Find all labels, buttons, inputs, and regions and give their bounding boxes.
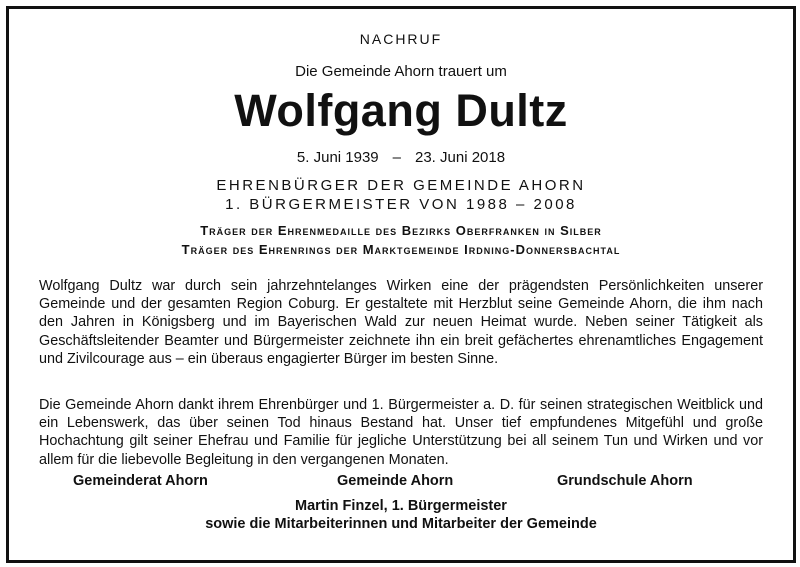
mayor-signature: Martin Finzel, 1. Bürgermeister <box>295 498 507 514</box>
tribute-paragraph-1: Wolfgang Dultz war durch sein jahrzehntelanges Wirken eine der prägendsten Persönlichkeiten unserer Gemeinde und der gesamten Region Coburg. Er gestaltete mit Herzblut seine Gemeinde Ahorn, die ihm nach den Jahren in Königsberg und im Bayerischen Wald zur neuen Heimat wurde. Neben seiner Tätigkeit als Geschäftsleitender Beamter und Bürgermeister zeichnete ihn ein breit gefächertes ehrenamtliches Engagement und Zivilcourage aus – ein überaus engagierter Bürger im besten Sinne. <box>39 278 763 367</box>
date-dash: – <box>392 149 401 166</box>
tribute-paragraph-2: Die Gemeinde Ahorn dankt ihrem Ehrenbürger und 1. Bürgermeister a. D. für seinen strategischen Weitblick und ein Lebenswerk, das über seinen Tod hinaus Bestand hat. Unser tief empfundenes Mitgefühl und große Hochachtung gilt seiner Ehefrau und Familie für jegliche Unterstützung bei all seinem Tun und Wirken und vor allem für die liebevolle Begleitung in den vergangenen Monaten. <box>39 397 763 468</box>
signatory-municipality: Gemeinde Ahorn <box>337 473 454 489</box>
signatory-council: Gemeinderat Ahorn <box>73 473 208 489</box>
signatory-school: Grundschule Ahorn <box>557 473 693 489</box>
birth-date: 5. Juni 1939 <box>296 149 379 166</box>
notice-header: NACHRUF <box>359 31 443 47</box>
intro-line: Die Gemeinde Ahorn trauert um <box>295 63 507 80</box>
obituary-notice <box>6 6 796 563</box>
deceased-name: Wolfgang Dultz <box>234 85 568 136</box>
staff-signature: sowie die Mitarbeiterinnen und Mitarbeiter der Gemeinde <box>205 516 597 532</box>
life-dates <box>9 149 793 166</box>
honor-line-1: EHRENBÜRGER DER GEMEINDE AHORN <box>216 177 586 194</box>
award-line-2: Träger des Ehrenrings der Marktgemeinde Irdning-Donnersbachtal <box>181 242 621 257</box>
honor-line-2: 1. BÜRGERMEISTER VON 1988 – 2008 <box>225 196 577 213</box>
award-line-1: Träger der Ehrenmedaille des Bezirks Oberfranken in Silber <box>200 223 602 238</box>
death-date: 23. Juni 2018 <box>415 149 506 166</box>
